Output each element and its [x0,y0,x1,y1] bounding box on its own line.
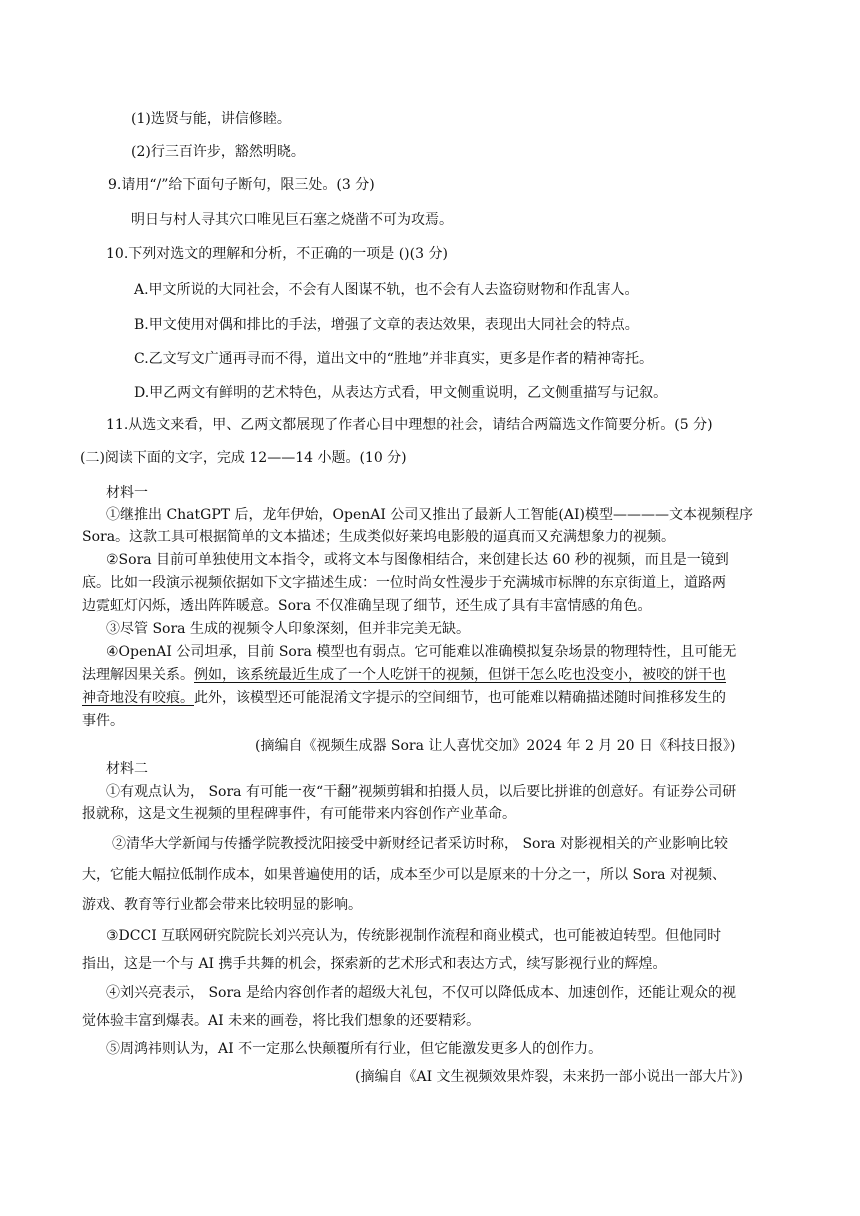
material-1-para-1: ①继推出 ChatGPT 后，龙年伊始，OpenAI 公司又推出了最新人工智能(AI)模型————文本视频程序 [106,507,753,523]
underlined-text: 神奇地没有咬痕。 [82,690,194,706]
material-1-para-2-cont: 边霓虹灯闪烁，透出阵阵暖意。Sora 不仅准确呈现了细节，还生成了具有丰富情感的角色。 [82,598,652,614]
question-10: 10.下列对选文的理解和分析，不正确的一项是 ()(3 分) [106,246,448,262]
material-1-para-4-cont [82,689,726,707]
q8-item-2: (2)行三百许步，豁然明晓。 [131,144,305,160]
material-1-para-1-cont: Sora。这款工具可根据简单的文本描述；生成类似好莱坞电影般的逼真而又充满想象力的视频。 [82,529,676,545]
material-1-para-2: ②Sora 目前可单独使用文本指令，或将文本与图像相结合，来创建长达 60 秒的视频，而且是一镜到 [106,552,729,568]
underlined-text: 例如，该系统最近生成了一个人吃饼干的视频，但饼干怎么吃也没变小，被咬的饼干也 [194,667,726,683]
material-2-para-3: ③DCCI 互联网研究院院长刘兴亮认为，传统影视制作流程和商业模式，也可能被迫转型。但他同时 [106,928,722,944]
material-1-para-3: ③尽管 Sora 生成的视频令人印象深刻，但并非完美无缺。 [106,621,470,637]
material-2-para-3-cont: 指出，这是一个与 AI 携手共舞的机会，探索新的艺术形式和表达方式，续写影视行业的辉煌。 [82,956,667,972]
material-2-para-4-cont: 觉体验丰富到爆表。AI 未来的画卷，将比我们想象的还要精彩。 [82,1013,481,1029]
material-2-para-4: ④刘兴亮表示， Sora 是给内容创作者的超级大礼包，不仅可以降低成本、加速创作，还能让观众的视 [106,985,736,1001]
question-10-option-a: A.甲文所说的大同社会，不会有人图谋不轨，也不会有人去盗窃财物和作乱害人。 [134,282,639,298]
material-1-source: (摘编自《视频生成器 Sora 让人喜忧交加》2024 年 2 月 20 日《科技日报》) [255,738,736,754]
question-9-sentence: 明日与村人寻其穴口唯见巨石塞之烧凿不可为攻焉。 [131,212,453,228]
material-2-para-2-cont: 游戏、教育等行业都会带来比较明显的影响。 [82,897,362,913]
material-1-para-4: ④OpenAI 公司坦承，目前 Sora 模型也有弱点。它可能难以准确模拟复杂场景的物理特性，且可能无 [106,644,737,660]
material-2-para-5: ⑤周鸿祎则认为，AI 不一定那么快颠覆所有行业，但它能激发更多人的创作力。 [106,1041,603,1057]
material-2-source: (摘编自《AI 文生视频效果炸裂，未来扔一部小说出一部大片》) [355,1069,744,1085]
material-1-para-4-cont [82,666,726,684]
question-10-option-c: C.乙文写文广通再寻而不得，道出文中的“胜地”并非真实，更多是作者的精神寄托。 [134,351,653,367]
material-1-para-2-cont: 底。比如一段演示视频依据如下文字描述生成：一位时尚女性漫步于充满城市标牌的东京街道上，道路两 [82,575,726,591]
material-2-title: 材料二 [106,761,148,777]
question-11: 11.从选文来看，甲、乙两文都展现了作者心目中理想的社会，请结合两篇选文作简要分析。(5 分) [106,417,713,433]
question-10-option-b: B.甲文使用对偶和排比的手法，增强了文章的表达效果，表现出大同社会的特点。 [134,317,639,333]
question-9: 9.请用“/”给下面句子断句，限三处。(3 分) [108,177,375,193]
material-2-para-1-cont: 报就称，这是文生视频的里程碑事件，有可能带来内容创作产业革命。 [82,806,516,822]
material-2-para-2-cont: 大，它能大幅拉低制作成本，如果普遍使用的话，成本至少可以是原来的十分之一，所以 Sora 对视频、 [82,867,726,883]
plain-text: 此外，该模型还可能混淆文字提示的空间细节，也可能难以精确描述随时间推移发生的 [194,690,726,706]
material-2-para-1: ①有观点认为， Sora 有可能一夜“干翻”视频剪辑和拍摄人员，以后要比拼谁的创意好。有证券公司研 [106,784,737,800]
material-2-para-2: ②清华大学新闻与传播学院教授沈阳接受中新财经记者采访时称， Sora 对影视相关的产业影响比较 [112,836,728,852]
section-2-heading: (二)阅读下面的文字，完成 12——14 小题。(10 分) [80,450,407,466]
material-1-title: 材料一 [106,485,148,501]
material-1-para-4-end: 事件。 [82,713,124,729]
question-10-option-d: D.甲乙两文有鲜明的艺术特色，从表达方式看，甲文侧重说明，乙文侧重描写与记叙。 [134,385,668,401]
plain-text: 法理解因果关系。 [82,667,194,683]
q8-item-1: (1)选贤与能，讲信修睦。 [131,111,291,127]
